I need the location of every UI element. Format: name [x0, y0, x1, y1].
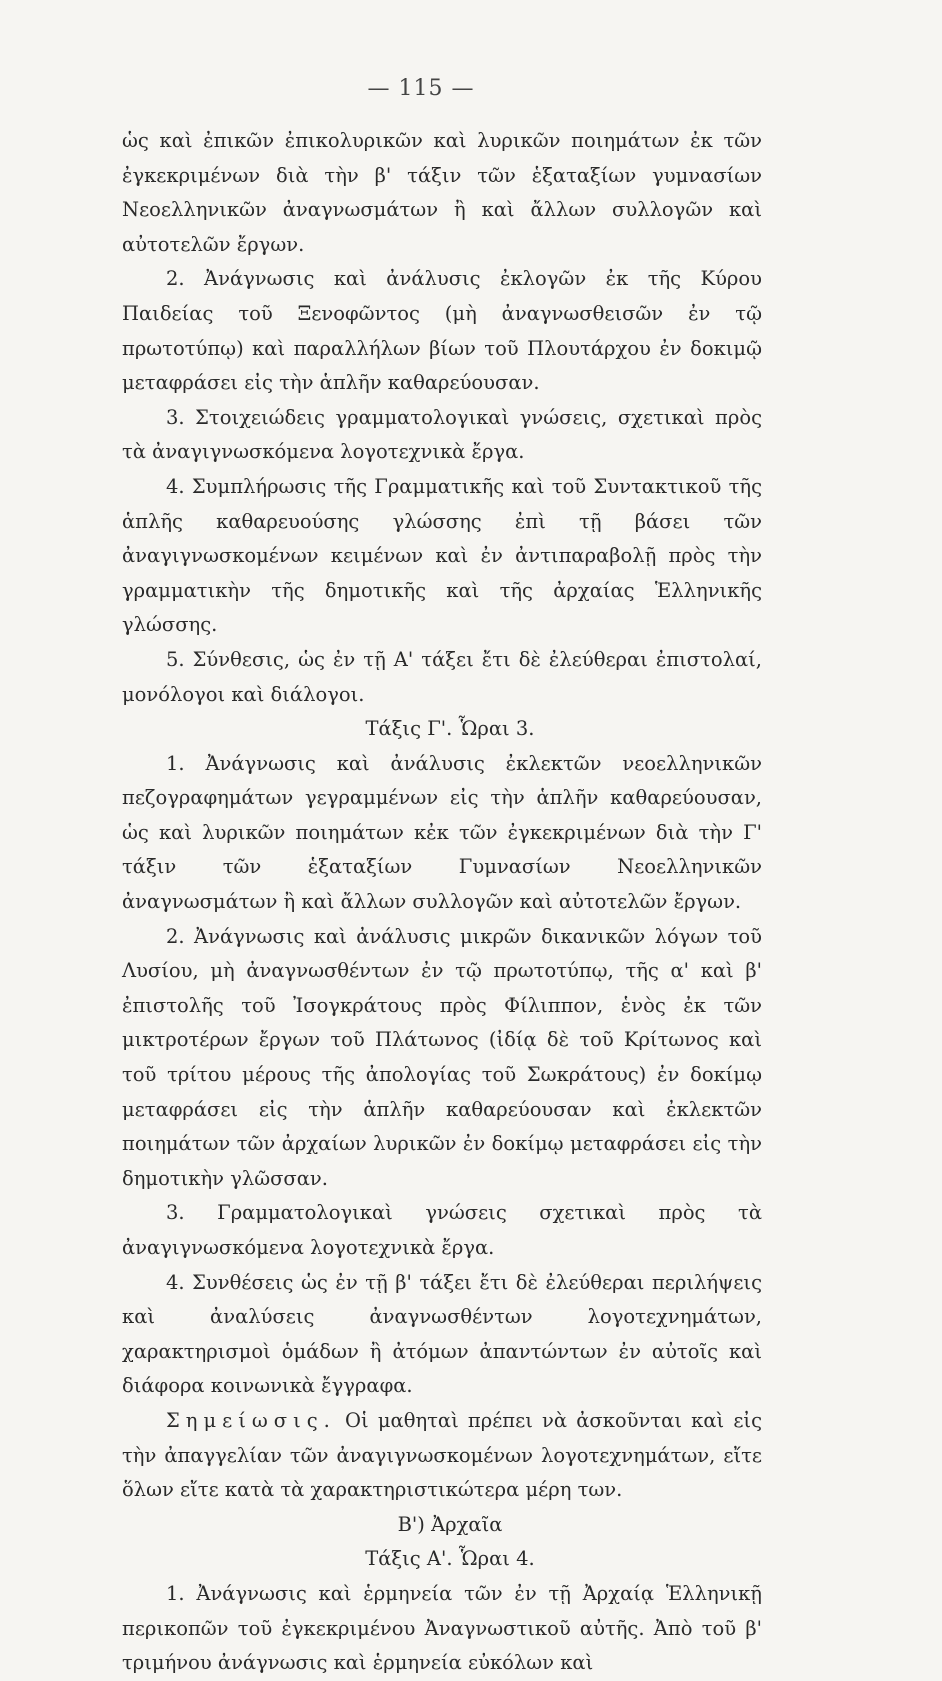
continuation-paragraph: ὡς καὶ ἐπικῶν ἐπικολυρικῶν καὶ λυρικῶν ποιημάτων ἐκ τῶν ἐγκεκριμένων διὰ τὴν β' τάξιν τῶν ἑξαταξίων γυμνασίων Νεοελληνικῶν ἀναγνωσμάτων ἢ καὶ ἄλλων συλλογῶν καὶ αὐτοτελῶν ἔργων. — [122, 129, 762, 256]
class-heading-g: Τάξις Γ'. Ὧραι 3. — [365, 717, 535, 741]
list-item: 5. Σύνθεσις, ὡς ἐν τῇ Α' τάξει ἔτι δὲ ἐλεύθεραι ἐπιστολαί, μονόλογοι καὶ διάλογοι. — [122, 647, 762, 706]
body-text — [122, 124, 762, 1681]
list-item: 3. Στοιχειώδεις γραμματολογικαὶ γνώσεις, σχετικαὶ πρὸς τὰ ἀναγιγνωσκόμενα λογοτεχνικὰ ἔργα. — [122, 405, 762, 464]
note-paragraph — [122, 1404, 762, 1508]
list-item: 2. Ἀνάγνωσις καὶ ἀνάλυσις ἐκλογῶν ἐκ τῆς Κύρου Παιδείας τοῦ Ξενοφῶντος (μὴ ἀναγνωσθεισῶν ἐν τῷ πρωτοτύπῳ) καὶ παραλλήλων βίων τοῦ Πλουτάρχου ἐν δοκιμῷ μεταφράσει εἰς τὴν ἁπλῆν καθαρεύουσαν. — [122, 267, 762, 395]
list-item: 2. Ἀνάγνωσις καὶ ἀνάλυσις μικρῶν δικανικῶν λόγων τοῦ Λυσίου, μὴ ἀναγνωσθέντων ἐν τῷ πρωτοτύπῳ, τῆς α' καὶ β' ἐπιστολῆς τοῦ Ἰσογκράτους πρὸς Φίλιππον, ἑνὸς ἐκ τῶν μικτροτέρων ἔργων τοῦ Πλάτωνος (ἰδίᾳ δὲ τοῦ Κρίτωνος καὶ τοῦ τρίτου μέρους τῆς ἀπολογίας τοῦ Σωκράτους) ἐν δοκίμῳ μεταφράσει εἰς τὴν ἁπλῆν καθαρεύουσαν καὶ ἐκλεκτῶν ποιημάτων τῶν ἀρχαίων λυρικῶν ἐν δοκίμῳ μεταφράσει εἰς τὴν δημοτικὴν γλῶσσαν. — [122, 924, 762, 1190]
section-heading-b: Β') Ἀρχαῖα — [397, 1512, 503, 1536]
list-item: 4. Συμπλήρωσις τῆς Γραμματικῆς καὶ τοῦ Συντακτικοῦ τῆς ἁπλῆς καθαρευούσης γλώσσης ἐπὶ τῇ βάσει τῶν ἀναγιγνωσκομένων κειμένων καὶ ἐν ἀντιπαραβολῇ πρὸς τὴν γραμματικὴν τῆς δημοτικῆς καὶ τῆς ἀρχαίας Ἑλληνικῆς γλώσσης. — [122, 474, 762, 637]
list-item: 1. Ἀνάγνωσις καὶ ἑρμηνεία τῶν ἐν τῇ Ἀρχαίᾳ Ἑλληνικῇ περικοπῶν τοῦ ἐγκεκριμένου Ἀναγνωστικοῦ αὐτῆς. Ἀπὸ τοῦ β' τριμήνου ἀνάγνωσις καὶ ἑρμηνεία εὐκόλων καὶ — [122, 1581, 762, 1675]
class-heading-a: Τάξις Α'. Ὧραι 4. — [365, 1547, 535, 1571]
list-item: 3. Γραμματολογικαὶ γνώσεις σχετικαὶ πρὸς τὰ ἀναγιγνωσκόμενα λογοτεχνικὰ ἔργα. — [122, 1201, 762, 1259]
list-item: 1. Ἀνάγνωσις καὶ ἀνάλυσις ἐκλεκτῶν νεοελληνικῶν πεζογραφημάτων γεγραμμένων εἰς τὴν ἁπλῆν καθαρεύουσαν, ὡς καὶ λυρικῶν ποιημάτων κἐκ τῶν ἐγκεκριμένων διὰ τὴν Γ' τάξιν τῶν ἑξαταξίων Γυμνασίων Νεοελληνικῶν ἀναγνωσμάτων ἢ καὶ ἄλλων συλλογῶν καὶ αὐτοτελῶν ἔργων. — [122, 751, 762, 914]
page-number: — 115 — — [367, 76, 475, 101]
note-text: Οἱ μαθηταὶ πρέπει νὰ ἀσκοῦνται καὶ εἰς τὴν ἀπαγγελίαν τῶν ἀναγιγνωσκομένων λογοτεχνημάτων, εἴτε ὅλων εἴτε κατὰ τὰ χαρακτηριστικώτερα μέρη των. — [122, 1408, 762, 1502]
list-item: 4. Συνθέσεις ὡς ἐν τῇ β' τάξει ἔτι δὲ ἐλεύθεραι περιλήψεις καὶ ἀναλύσεις ἀναγνωσθέντων λογοτεχνημάτων, χαρακτηρισμοὶ ὁμάδων ἢ ἀτόμων ἀπαντώντων ἐν αὐτοῖς καὶ διάφορα κοινωνικὰ ἔγγραφα. — [122, 1270, 762, 1398]
note-label: Σημείωσις. — [166, 1408, 336, 1432]
